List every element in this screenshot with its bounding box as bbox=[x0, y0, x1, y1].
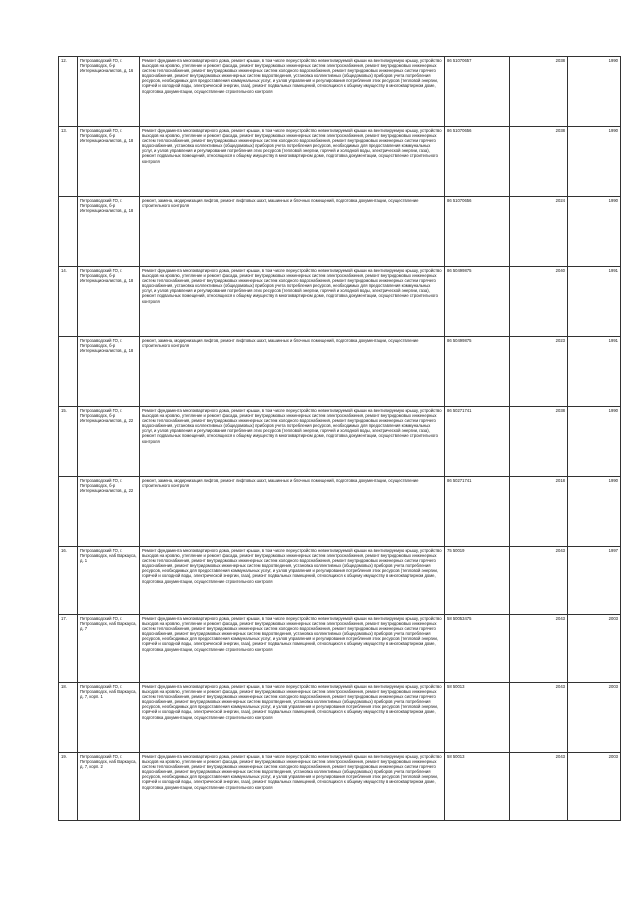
row-number: 16. bbox=[59, 547, 78, 615]
work-description-cell: ремонт, замена, модернизация лифтов, ремонт лифтовых шахт, машинных и блочных помещений, подготовка документации, осуществление строительного контроля bbox=[140, 197, 445, 267]
build-year-cell: 1990 bbox=[568, 407, 621, 477]
table-row bbox=[59, 57, 621, 127]
planned-year-cell: 2043 bbox=[510, 683, 568, 753]
work-description-cell: Ремонт фундамента многоквартирного дома, ремонт крыши, в том числе переустройство невентилируемой крыши на вентилируемую крышу, устройство выходов на кровлю, утепление и ремонт фасада, ремонт внутридомовых инженерных систем электроснабжения, ремонт внутридомовых инженерных систем теплоснабжения, ремонт внутридомовых инженерных систем холодного водоснабжения, ремонт внутридомовых инженерных систем горячего водоснабжения, установка коллективных (общедомовых) приборов учета потребления ресурсов, необходимых для предоставления коммунальных услуг, и узлов управления и регулирования потребления этих ресурсов (тепловой энергии, горячей и холодной воды, электрической энергии, газа), ремонт подвальных помещений, относящихся к общему имуществу в многоквартирном доме, подготовка документации, осуществление строительного контроля bbox=[140, 127, 445, 197]
house-code-cell: 75 50019 bbox=[445, 547, 510, 615]
build-year-cell: 1991 bbox=[568, 337, 621, 407]
address-cell: Петрозаводский ГО, г. Петрозаводск, б-р Интернационалистов, д. 18 bbox=[78, 197, 140, 267]
house-code-cell: 86 51070657 bbox=[445, 57, 510, 127]
build-year-cell: 1990 bbox=[568, 477, 621, 547]
build-year-cell: 1991 bbox=[568, 267, 621, 337]
row-number bbox=[59, 337, 78, 407]
house-code-cell: 86 50499875 bbox=[445, 267, 510, 337]
table-body bbox=[59, 57, 621, 821]
house-code-cell: 86 50499875 bbox=[445, 337, 510, 407]
work-description-cell: Ремонт фундамента многоквартирного дома, ремонт крыши, в том числе переустройство невентилируемой крыши на вентилируемую крышу, устройство выходов на кровлю, утепление и ремонт фасада, ремонт внутридомовых инженерных систем электроснабжения, ремонт внутридомовых инженерных систем теплоснабжения, ремонт внутридомовых инженерных систем холодного водоснабжения, ремонт внутридомовых инженерных систем горячего водоснабжения, ремонт внутридомовых инженерных систем водоотведения, установка коллективных (общедомовых) приборов учета потребления ресурсов, необходимых для предоставления коммунальных услуг, и узлов управления и регулирования потребления этих ресурсов (тепловой энергии, горячей и холодной воды, электрической энергии, газа), ремонт подвальных помещений, относящихся к общему имуществу в многоквартирном доме, подготовка документации, осуществление строительного контроля bbox=[140, 547, 445, 615]
address-cell: Петрозаводский ГО, г. Петрозаводск, наб Варкауса, д. 7 bbox=[78, 615, 140, 683]
build-year-cell: 1990 bbox=[568, 197, 621, 267]
work-description-cell: ремонт, замена, модернизация лифтов, ремонт лифтовых шахт, машинных и блочных помещений, подготовка документации, осуществление строительного контроля bbox=[140, 477, 445, 547]
address-cell: Петрозаводский ГО, г. Петрозаводск, б-р Интернационалистов, д. 22 bbox=[78, 477, 140, 547]
work-description-cell: Ремонт фундамента многоквартирного дома, ремонт крыши, в том числе переустройство невентилируемой крыши на вентилируемую крышу, устройство выходов на кровлю, утепление и ремонт фасада, ремонт внутридомовых инженерных систем электроснабжения, ремонт внутридомовых инженерных систем теплоснабжения, ремонт внутридомовых инженерных систем холодного водоснабжения, ремонт внутридомовых инженерных систем горячего водоснабжения, установка коллективных (общедомовых) приборов учета потребления ресурсов, необходимых для предоставления коммунальных услуг, и узлов управления и регулирования потребления этих ресурсов (тепловой энергии, горячей и холодной воды, электрической энергии, газа), ремонт подвальных помещений, относящихся к общему имуществу в многоквартирном доме, подготовка документации, осуществление строительного контроля bbox=[140, 407, 445, 477]
row-number bbox=[59, 477, 78, 547]
address-cell: Петрозаводский ГО, г. Петрозаводск, наб Варкауса, д. 7, корп. 1 bbox=[78, 683, 140, 753]
row-number: 14. bbox=[59, 267, 78, 337]
build-year-cell: 2003 bbox=[568, 683, 621, 753]
build-year-cell: 1990 bbox=[568, 57, 621, 127]
planned-year-cell: 2043 bbox=[510, 547, 568, 615]
address-cell: Петрозаводский ГО, г. Петрозаводск, наб Варкауса, д. 7, корп. 2 bbox=[78, 753, 140, 821]
work-description-cell: Ремонт фундамента многоквартирного дома, ремонт крыши, в том числе переустройство невентилируемой крыши на вентилируемую крышу, устройство выходов на кровлю, утепление и ремонт фасада, ремонт внутридомовых инженерных систем электроснабжения, ремонт внутридомовых инженерных систем теплоснабжения, ремонт внутридомовых инженерных систем холодного водоснабжения, ремонт внутридомовых инженерных систем горячего водоснабжения, ремонт внутридомовых инженерных систем водоотведения, установка коллективных (общедомовых) приборов учета потребления ресурсов, необходимых для предоставления коммунальных услуг, и узлов управления и регулирования потребления этих ресурсов (тепловой энергии, горячей и холодной воды, электрической энергии, газа), ремонт подвальных помещений, относящихся к общему имуществу в многоквартирном доме, подготовка документации, осуществление строительного контроля bbox=[140, 753, 445, 821]
planned-year-cell: 2043 bbox=[510, 753, 568, 821]
table-row bbox=[59, 127, 621, 197]
build-year-cell: 1990 bbox=[568, 127, 621, 197]
house-code-cell: 86 51070656 bbox=[445, 127, 510, 197]
house-code-cell: 58 50013 bbox=[445, 683, 510, 753]
table-row bbox=[59, 267, 621, 337]
row-number: 17. bbox=[59, 615, 78, 683]
address-cell: Петрозаводский ГО, г. Петрозаводск, наб Варкауса, д. 1 bbox=[78, 547, 140, 615]
planned-year-cell: 2023 bbox=[510, 337, 568, 407]
table-row bbox=[59, 197, 621, 267]
address-cell: Петрозаводский ГО, г. Петрозаводск, б-р Интернационалистов, д. 18 bbox=[78, 267, 140, 337]
planned-year-cell: 2043 bbox=[510, 615, 568, 683]
planned-year-cell: 2038 bbox=[510, 407, 568, 477]
table-row bbox=[59, 547, 621, 615]
address-cell: Петрозаводский ГО, г. Петрозаводск, б-р Интернационалистов, д. 22 bbox=[78, 407, 140, 477]
planned-year-cell: 2024 bbox=[510, 197, 568, 267]
table-row bbox=[59, 407, 621, 477]
capital-repair-table bbox=[58, 56, 621, 821]
row-number: 18. bbox=[59, 683, 78, 753]
row-number bbox=[59, 197, 78, 267]
house-code-cell: 58 50013 bbox=[445, 753, 510, 821]
planned-year-cell: 2040 bbox=[510, 267, 568, 337]
row-number: 12. bbox=[59, 57, 78, 127]
row-number: 15. bbox=[59, 407, 78, 477]
work-description-cell: Ремонт фундамента многоквартирного дома, ремонт крыши, в том числе переустройство невентилируемой крыши на вентилируемую крышу, устройство выходов на кровлю, утепление и ремонт фасада, ремонт внутридомовых инженерных систем электроснабжения, ремонт внутридомовых инженерных систем теплоснабжения, ремонт внутридомовых инженерных систем холодного водоснабжения, ремонт внутридомовых инженерных систем горячего водоснабжения, ремонт внутридомовых инженерных систем водоотведения, установка коллективных (общедомовых) приборов учета потребления ресурсов, необходимых для предоставления коммунальных услуг, и узлов управления и регулирования потребления этих ресурсов (тепловой энергии, горячей и холодной воды, электрической энергии, газа), ремонт подвальных помещений, относящихся к общему имуществу в многоквартирном доме, подготовка документации, осуществление строительного контроля bbox=[140, 683, 445, 753]
table-row bbox=[59, 337, 621, 407]
planned-year-cell: 2038 bbox=[510, 57, 568, 127]
planned-year-cell: 2038 bbox=[510, 127, 568, 197]
build-year-cell: 2003 bbox=[568, 615, 621, 683]
address-cell: Петрозаводский ГО, г. Петрозаводск, б-р Интернационалистов, д. 18 bbox=[78, 127, 140, 197]
house-code-cell: 86 50271741 bbox=[445, 407, 510, 477]
table-row bbox=[59, 477, 621, 547]
row-number: 13. bbox=[59, 127, 78, 197]
house-code-cell: 86 50271741 bbox=[445, 477, 510, 547]
planned-year-cell: 2018 bbox=[510, 477, 568, 547]
address-cell: Петрозаводский ГО, г. Петрозаводск, б-р Интернационалистов, д. 16 bbox=[78, 57, 140, 127]
build-year-cell: 1997 bbox=[568, 547, 621, 615]
house-code-cell: 58 50053475 bbox=[445, 615, 510, 683]
table-row bbox=[59, 615, 621, 683]
table-row bbox=[59, 683, 621, 753]
row-number: 19. bbox=[59, 753, 78, 821]
address-cell: Петрозаводский ГО, г. Петрозаводск, б-р Интернационалистов, д. 18 bbox=[78, 337, 140, 407]
house-code-cell: 86 51070656 bbox=[445, 197, 510, 267]
work-description-cell: Ремонт фундамента многоквартирного дома, ремонт крыши, в том числе переустройство невентилируемой крыши на вентилируемую крышу, устройство выходов на кровлю, утепление и ремонт фасада, ремонт внутридомовых инженерных систем электроснабжения, ремонт внутридомовых инженерных систем теплоснабжения, ремонт внутридомовых инженерных систем холодного водоснабжения, ремонт внутридомовых инженерных систем горячего водоснабжения, ремонт внутридомовых инженерных систем водоотведения, установка коллективных (общедомовых) приборов учета потребления ресурсов, необходимых для предоставления коммунальных услуг, и узлов управления и регулирования потребления этих ресурсов (тепловой энергии, горячей и холодной воды, электрической энергии, газа), ремонт подвальных помещений, относящихся к общему имуществу в многоквартирном доме, подготовка документации, осуществление строительного контроля bbox=[140, 615, 445, 683]
build-year-cell: 2003 bbox=[568, 753, 621, 821]
work-description-cell: ремонт, замена, модернизация лифтов, ремонт лифтовых шахт, машинных и блочных помещений, подготовка документации, осуществление строительного контроля bbox=[140, 337, 445, 407]
work-description-cell: Ремонт фундамента многоквартирного дома, ремонт крыши, в том числе переустройство невентилируемой крыши на вентилируемую крышу, устройство выходов на кровлю, утепление и ремонт фасада, ремонт внутридомовых инженерных систем электроснабжения, ремонт внутридомовых инженерных систем теплоснабжения, ремонт внутридомовых инженерных систем холодного водоснабжения, ремонт внутридомовых инженерных систем горячего водоснабжения, ремонт внутридомовых инженерных систем водоотведения, установка коллективных (общедомовых) приборов учета потребления ресурсов, необходимых для предоставления коммунальных услуг, и узлов управления и регулирования потребления этих ресурсов (тепловой энергии, горячей и холодной воды, электрической энергии, газа), ремонт подвальных помещений, относящихся к общему имуществу в многоквартирном доме, подготовка документации, осуществление строительного контроля bbox=[140, 57, 445, 127]
table-row bbox=[59, 753, 621, 821]
work-description-cell: Ремонт фундамента многоквартирного дома, ремонт крыши, в том числе переустройство невентилируемой крыши на вентилируемую крышу, устройство выходов на кровлю, утепление и ремонт фасада, ремонт внутридомовых инженерных систем электроснабжения, ремонт внутридомовых инженерных систем теплоснабжения, ремонт внутридомовых инженерных систем холодного водоснабжения, ремонт внутридомовых инженерных систем горячего водоснабжения, установка коллективных (общедомовых) приборов учета потребления ресурсов, необходимых для предоставления коммунальных услуг, и узлов управления и регулирования потребления этих ресурсов (тепловой энергии, горячей и холодной воды, электрической энергии, газа), ремонт подвальных помещений, относящихся к общему имуществу в многоквартирном доме, подготовка документации, осуществление строительного контроля bbox=[140, 267, 445, 337]
